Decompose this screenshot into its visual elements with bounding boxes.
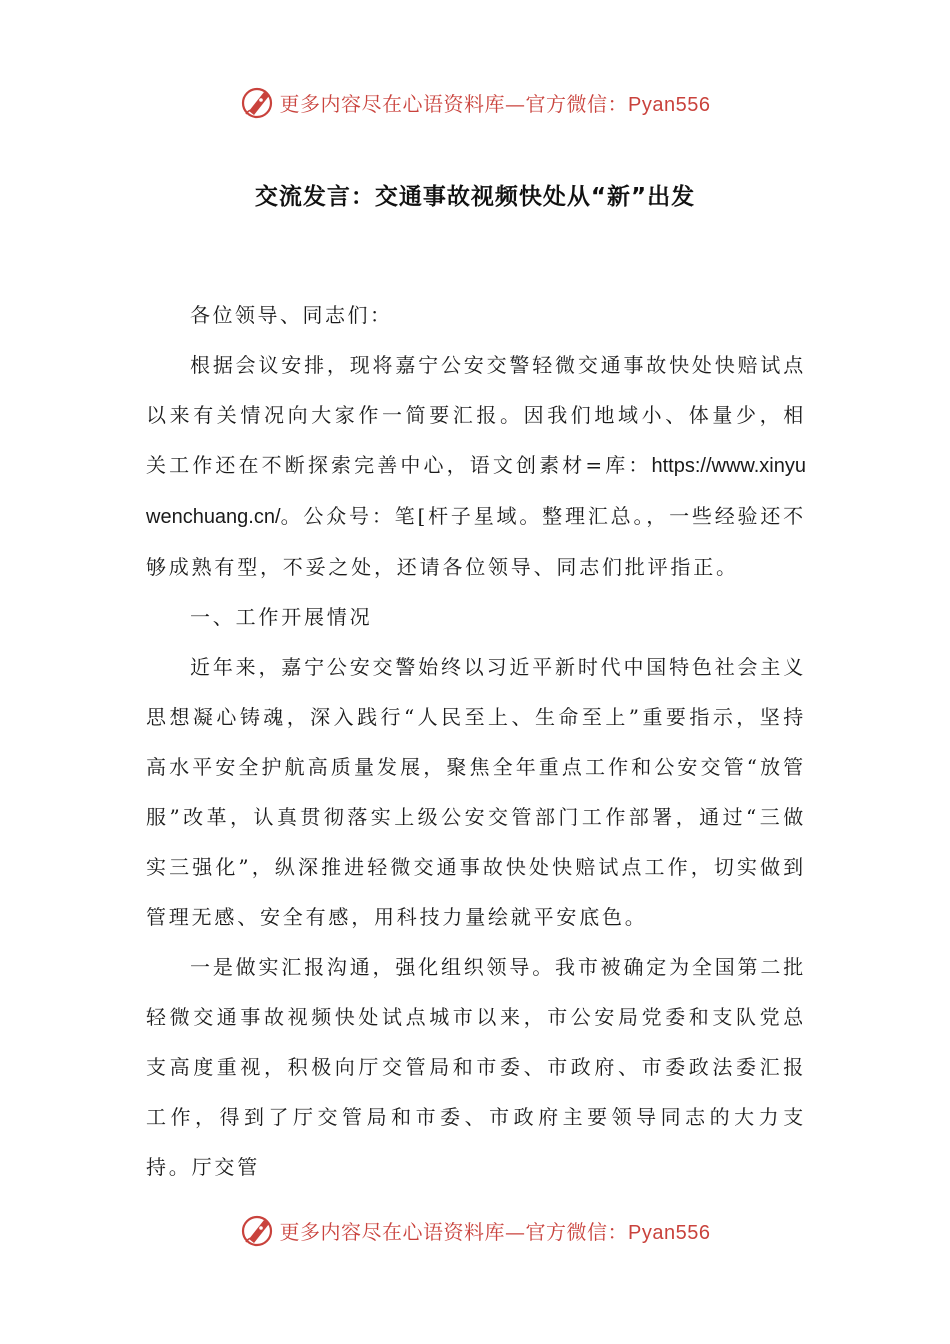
watermark-wechat-id: Pyan556 [628, 1221, 711, 1244]
paragraph-point-one: 一是做实汇报沟通，强化组织领导。我市被确定为全国第二批轻微交通事故视频快处试点城市以来，市公安局党委和支队党总支高度重视，积极向厅交管局和市委、市政府、市委政法委汇报工作，得到了厅交管局和市委、市政府主要领导同志的大力支持。厅交管 [146, 955, 806, 1179]
watermark-label: 更多内容尽在心语资料库—官方微信： [279, 91, 629, 116]
watermark-text [280, 1216, 711, 1245]
paragraph-intro [146, 340, 806, 592]
watermark-label: 更多内容尽在心语资料库—官方微信： [279, 1219, 629, 1244]
watermark-text [280, 88, 711, 117]
pen-nib-circle-icon [240, 1212, 276, 1248]
website-link[interactable]: https://www.xinyuwenchuang.cn/ [146, 455, 806, 528]
watermark-banner-top [0, 80, 950, 124]
document-body [146, 290, 806, 1192]
watermark-wechat-id: Pyan556 [628, 93, 711, 116]
paragraph-intro-text-b: 。公众号：笔[杆子星域。整理汇总。，一些经验还不够成熟有型，不妥之处，还请各位领导、同志们批评指正。 [146, 504, 806, 579]
paragraph-overview: 近年来，嘉宁公安交警始终以习近平新时代中国特色社会主义思想凝心铸魂，深入践行“人民至上、生命至上”重要指示，坚持高水平安全护航高质量发展，聚焦全年重点工作和公安交管“放管服”改革，认真贯彻落实上级公安交管部门工作部署，通过“三做实三强化”，纵深推进轻微交通事故快处快赔试点工作，切实做到管理无感、安全有感，用科技力量绘就平安底色。 [146, 655, 806, 929]
watermark-banner-bottom [0, 1208, 950, 1252]
salutation: 各位领导、同志们： [190, 303, 393, 327]
paragraph-intro-text-a: 根据会议安排，现将嘉宁公安交警轻微交通事故快处快赔试点以来有关情况向大家作一简要汇报。因我们地域小、体量少，相关工作还在不断探索完善中心，语文创素材=库： [146, 353, 806, 477]
pen-nib-circle-icon [240, 84, 276, 120]
section-heading: 一、工作开展情况 [190, 605, 373, 629]
document-title: 交流发言：交通事故视频快处从“新”出发 [254, 184, 696, 210]
